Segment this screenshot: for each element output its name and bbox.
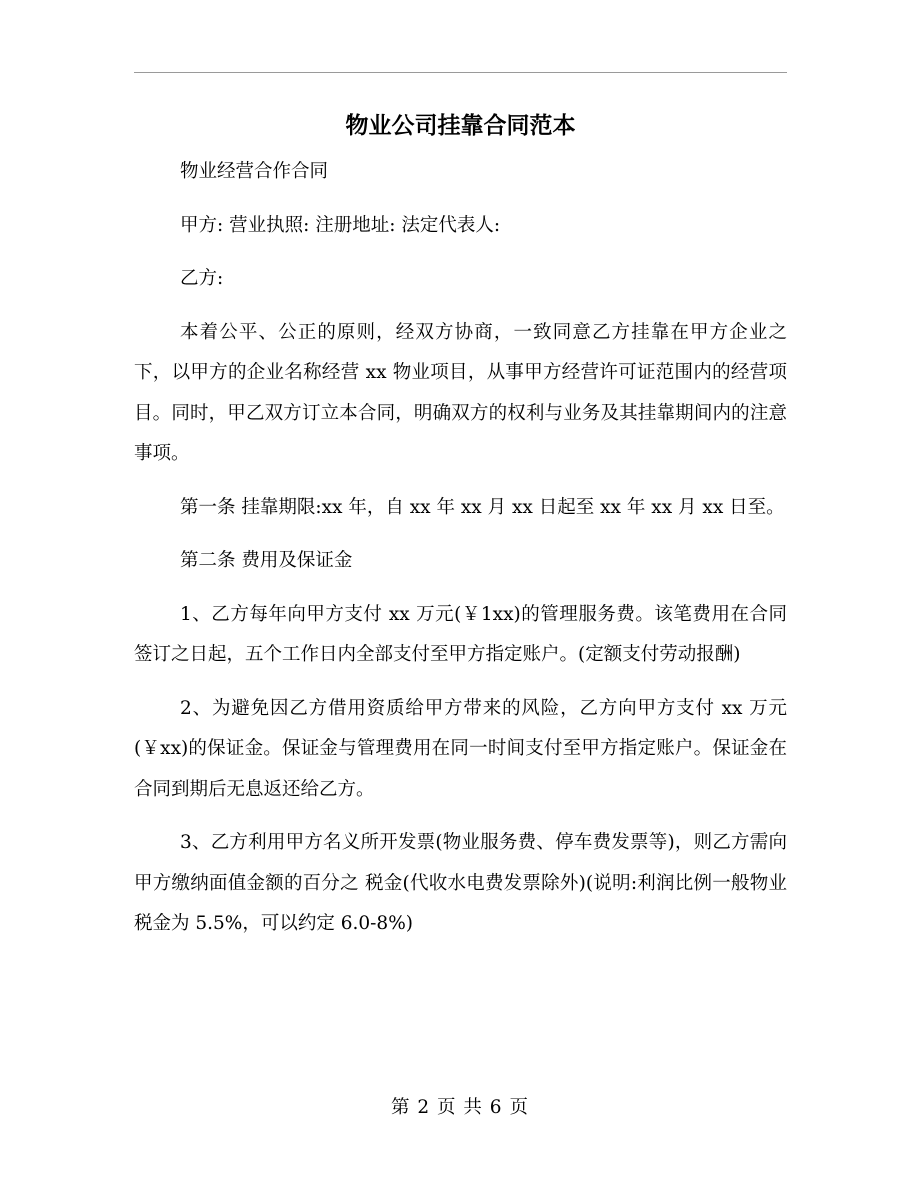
paragraph-preamble: 本着公平、公正的原则，经双方协商，一致同意乙方挂靠在甲方企业之下，以甲方的企业名称经营 xx 物业项目，从事甲方经营许可证范围内的经营项目。同时，甲乙双方订立本合同，明确双方的权利与业务及其挂靠期间内的注意事项。 [134, 321, 787, 464]
paragraph-clause-1: 1、乙方每年向甲方支付 xx 万元(￥1xx)的管理服务费。该笔费用在合同签订之日起，五个工作日内全部支付至甲方指定账户。(定额支付劳动报酬) [134, 603, 787, 665]
paragraph-clause-3: 3、乙方利用甲方名义所开发票(物业服务费、停车费发票等)，则乙方需向甲方缴纳面值金额的百分之 税金(代收水电费发票除外)(说明:利润比例一般物业税金为 5.5%，可以约定 6.0-8%) [134, 832, 787, 934]
document-body [134, 152, 787, 958]
paragraph-contract-name: 物业经营合作合同 [180, 161, 329, 182]
paragraph-party-b: 乙方: [180, 268, 224, 289]
page-indicator: 第 2 页 共 6 页 [391, 1097, 529, 1118]
paragraph-article-2-heading: 第二条 费用及保证金 [180, 550, 353, 571]
paragraph-party-a: 甲方: 营业执照: 注册地址: 法定代表人: [180, 214, 501, 236]
document-title: 物业公司挂靠合同范本 [345, 112, 576, 139]
paragraph-clause-2: 2、为避免因乙方借用资质给甲方带来的风险，乙方向甲方支付 xx 万元(￥xx)的保证金。保证金与管理费用在同一时间支付至甲方指定账户。保证金在合同到期后无息返还给乙方。 [134, 697, 787, 800]
header-rule [134, 72, 787, 73]
paragraph-article-1: 第一条 挂靠期限:xx 年，自 xx 年 xx 月 xx 日起至 xx 年 xx 月 xx 日至。 [180, 496, 785, 518]
